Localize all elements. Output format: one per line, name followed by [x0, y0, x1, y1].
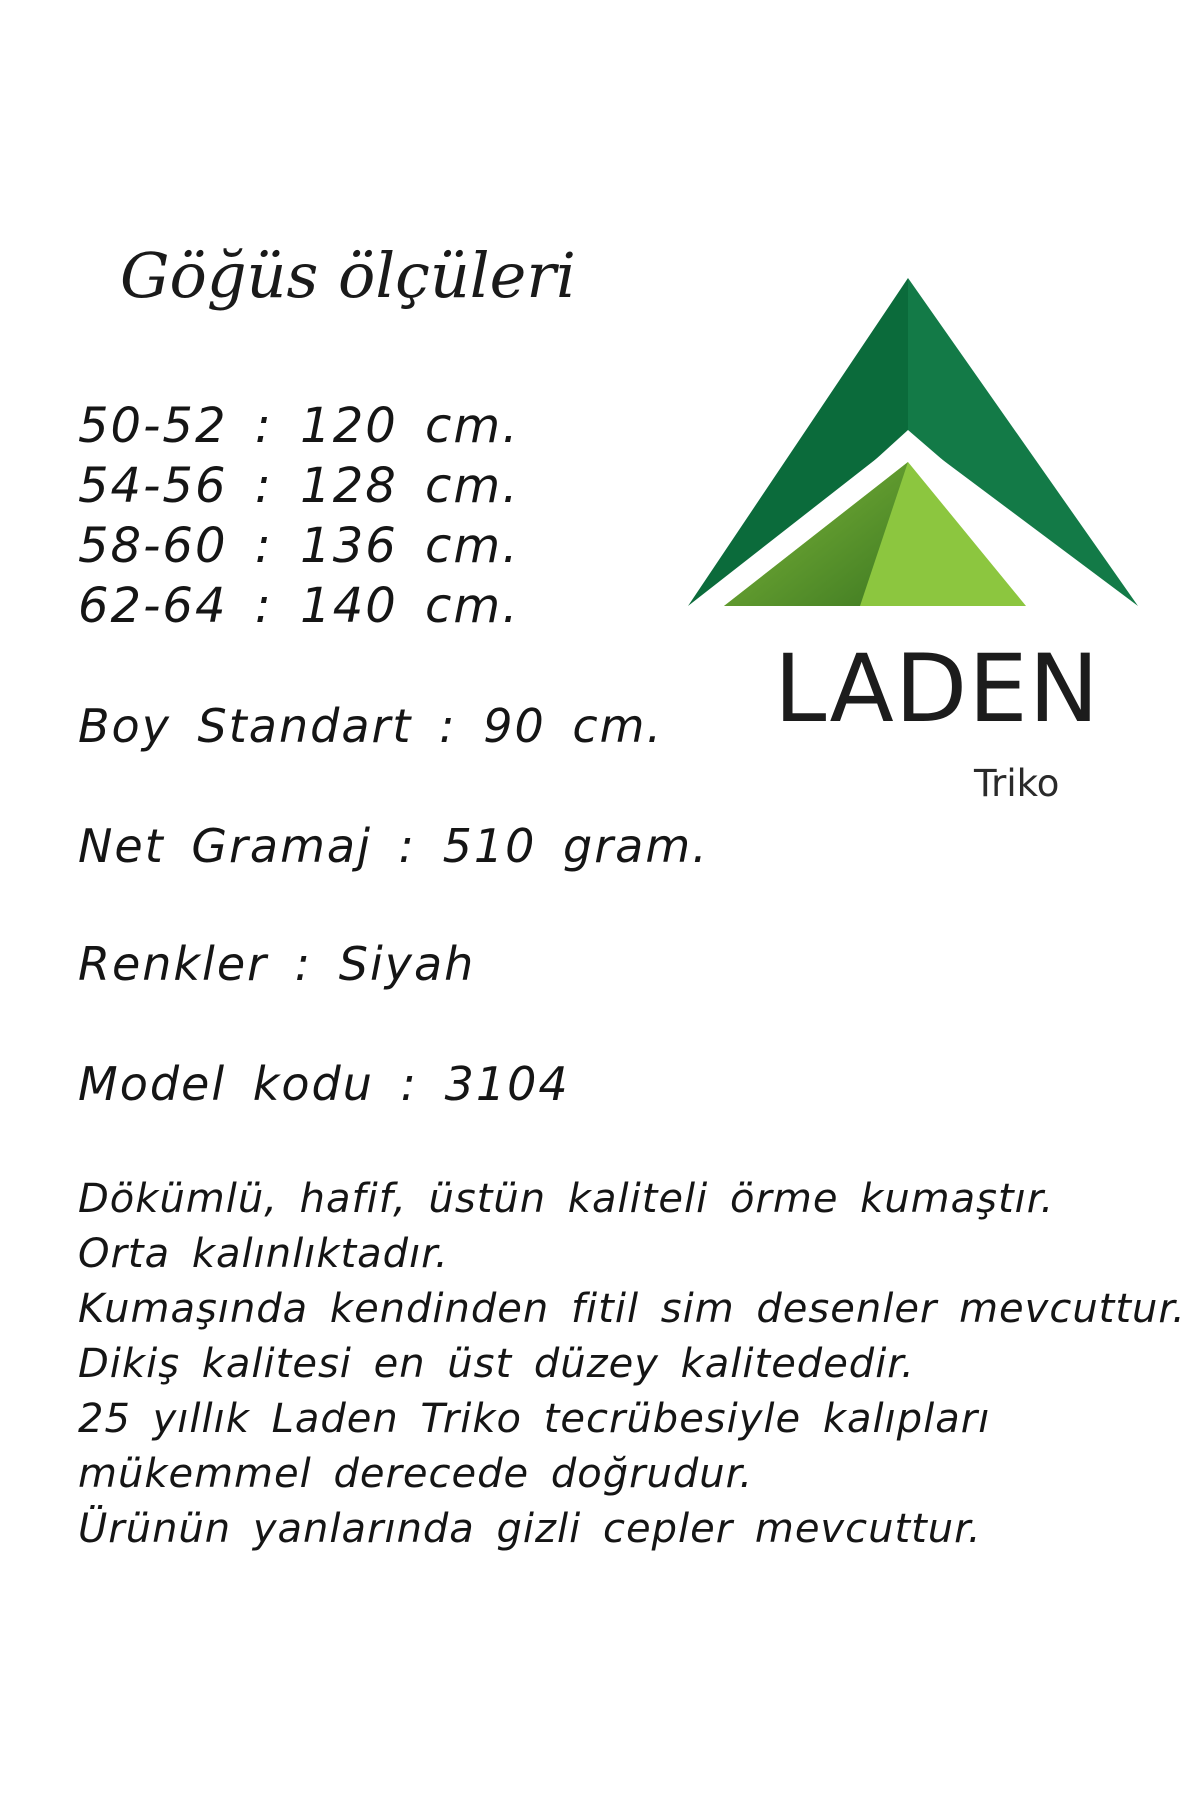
brand-subtitle: Triko — [974, 762, 1060, 805]
size-row: 62-64 : 140 cm. — [78, 578, 520, 634]
length-spec: Boy Standart : 90 cm. — [78, 699, 664, 753]
chest-measurements-heading: Göğüs ölçüleri — [120, 239, 576, 312]
size-row: 50-52 : 120 cm. — [78, 398, 520, 454]
description-line: Kumaşında kendinden fitil sim desenler mevcuttur. — [78, 1286, 1186, 1332]
size-row: 54-56 : 128 cm. — [78, 458, 520, 514]
model-code-spec: Model kodu : 3104 — [78, 1057, 570, 1111]
size-row: 58-60 : 136 cm. — [78, 518, 520, 574]
description-line: Dikiş kalitesi en üst düzey kalitededir. — [78, 1341, 915, 1387]
weight-spec: Net Gramaj : 510 gram. — [78, 819, 709, 873]
laden-logo — [686, 276, 1140, 812]
product-description — [78, 1172, 1186, 1557]
size-list — [78, 396, 519, 636]
description-line: Orta kalınlıktadır. — [78, 1231, 449, 1277]
colors-spec: Renkler : Siyah — [78, 937, 476, 991]
mountain-triangle-icon — [686, 276, 1140, 616]
description-line: mükemmel derecede doğrudur. — [78, 1451, 754, 1497]
description-line: 25 yıllık Laden Triko tecrübesiyle kalıpları — [78, 1396, 991, 1442]
description-line: Dökümlü, hafif, üstün kaliteli örme kumaştır. — [78, 1176, 1055, 1222]
description-line: Ürünün yanlarında gizli cepler mevcuttur. — [78, 1506, 982, 1552]
brand-name: LADEN — [774, 635, 1100, 744]
